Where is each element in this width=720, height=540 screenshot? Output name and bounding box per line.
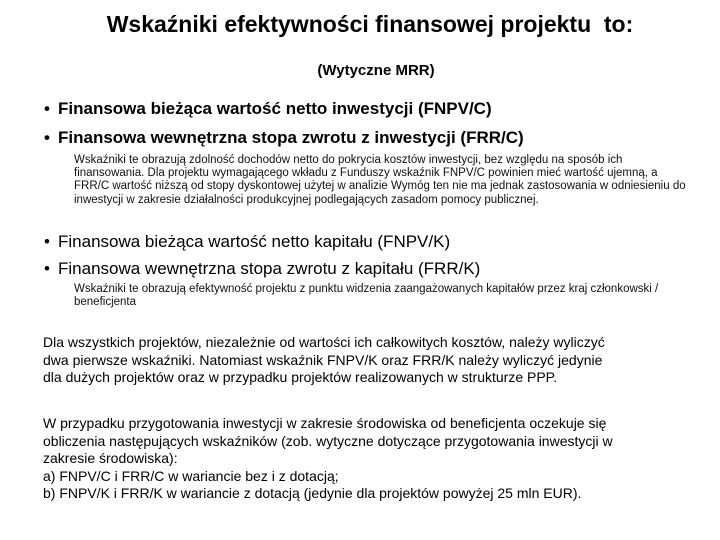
bullet-text: Finansowa wewnętrzna stopa zwrotu z kapitału (FRR/K) — [58, 259, 481, 278]
paragraph-all-projects — [43, 334, 683, 387]
bullet-dot: • — [44, 128, 50, 147]
paragraph-line: dwa pierwsze wskaźniki. Natomiast wskaźnik FNPV/K oraz FRR/K należy wyliczyć jedynie — [43, 351, 603, 368]
slide-title: Wskaźniki efektywności finansowej projektu to: — [106, 11, 634, 37]
list-item-b: b) FNPV/K i FRR/K w wariancie z dotacją (jedynie dla projektów powyżej 25 mln EUR). — [43, 485, 582, 501]
bullet-text: Finansowa bieżąca wartość netto kapitału (FNPV/K) — [58, 232, 451, 251]
bullet-frr-c — [44, 128, 524, 148]
bullet-dot: • — [44, 259, 50, 278]
bullet-fnpv-c — [44, 99, 492, 119]
bullet-fnpv-k — [44, 232, 450, 252]
bullet-dot: • — [44, 99, 50, 118]
paragraph-line: zakresie środowiska): — [43, 450, 178, 466]
bullet-text: Finansowa bieżąca wartość netto inwestycji (FNPV/C) — [58, 99, 492, 118]
list-item-a: a) FNPV/C i FRR/C w wariancie bez i z dotacją; — [43, 467, 339, 484]
bullet-dot: • — [44, 232, 50, 251]
paragraph-line: Dla wszystkich projektów, niezależnie od wartości ich całkowitych kosztów, należy wyliczyć — [43, 334, 605, 350]
paragraph-environment — [43, 415, 683, 503]
paragraph-line: W przypadku przygotowania inwestycji w zakresie środowiska od beneficjenta oczekuje się — [43, 415, 607, 431]
bullet-frr-k — [44, 259, 480, 279]
slide-subtitle: (Wytyczne MRR) — [317, 62, 435, 79]
bullet-text: Finansowa wewnętrzna stopa zwrotu z inwestycji (FRR/C) — [58, 128, 524, 147]
note-capital-indicators: Wskaźniki te obrazują efektywność projektu z punktu widzenia zaangażowanych kapitałów przez kraj członkowski / beneficjenta — [74, 283, 659, 309]
paragraph-line: dla dużych projektów oraz w przypadku projektów realizowanych w strukturze PPP. — [43, 369, 558, 385]
note-investment-indicators: Wskaźniki te obrazują zdolność dochodów netto do pokrycia kosztów inwestycji, bez względu na sposób ich finansowania. Dla projektu wymagającego wkładu z Funduszy wskaźnik FNPV/C powinien mieć wartość ujemną, a FRR/C wartość niższą od stopy dyskontowej użytej w analizie Wymóg ten nie ma jednak zastosowania w odniesieniu do inwestycji w zakresie działalności produkcyjnej podlegających zasadom pomocy publicznej. — [74, 154, 686, 206]
paragraph-line: obliczenia następujących wskaźników (zob. wytyczne dotyczące przygotowania inwestycji w — [43, 432, 613, 449]
